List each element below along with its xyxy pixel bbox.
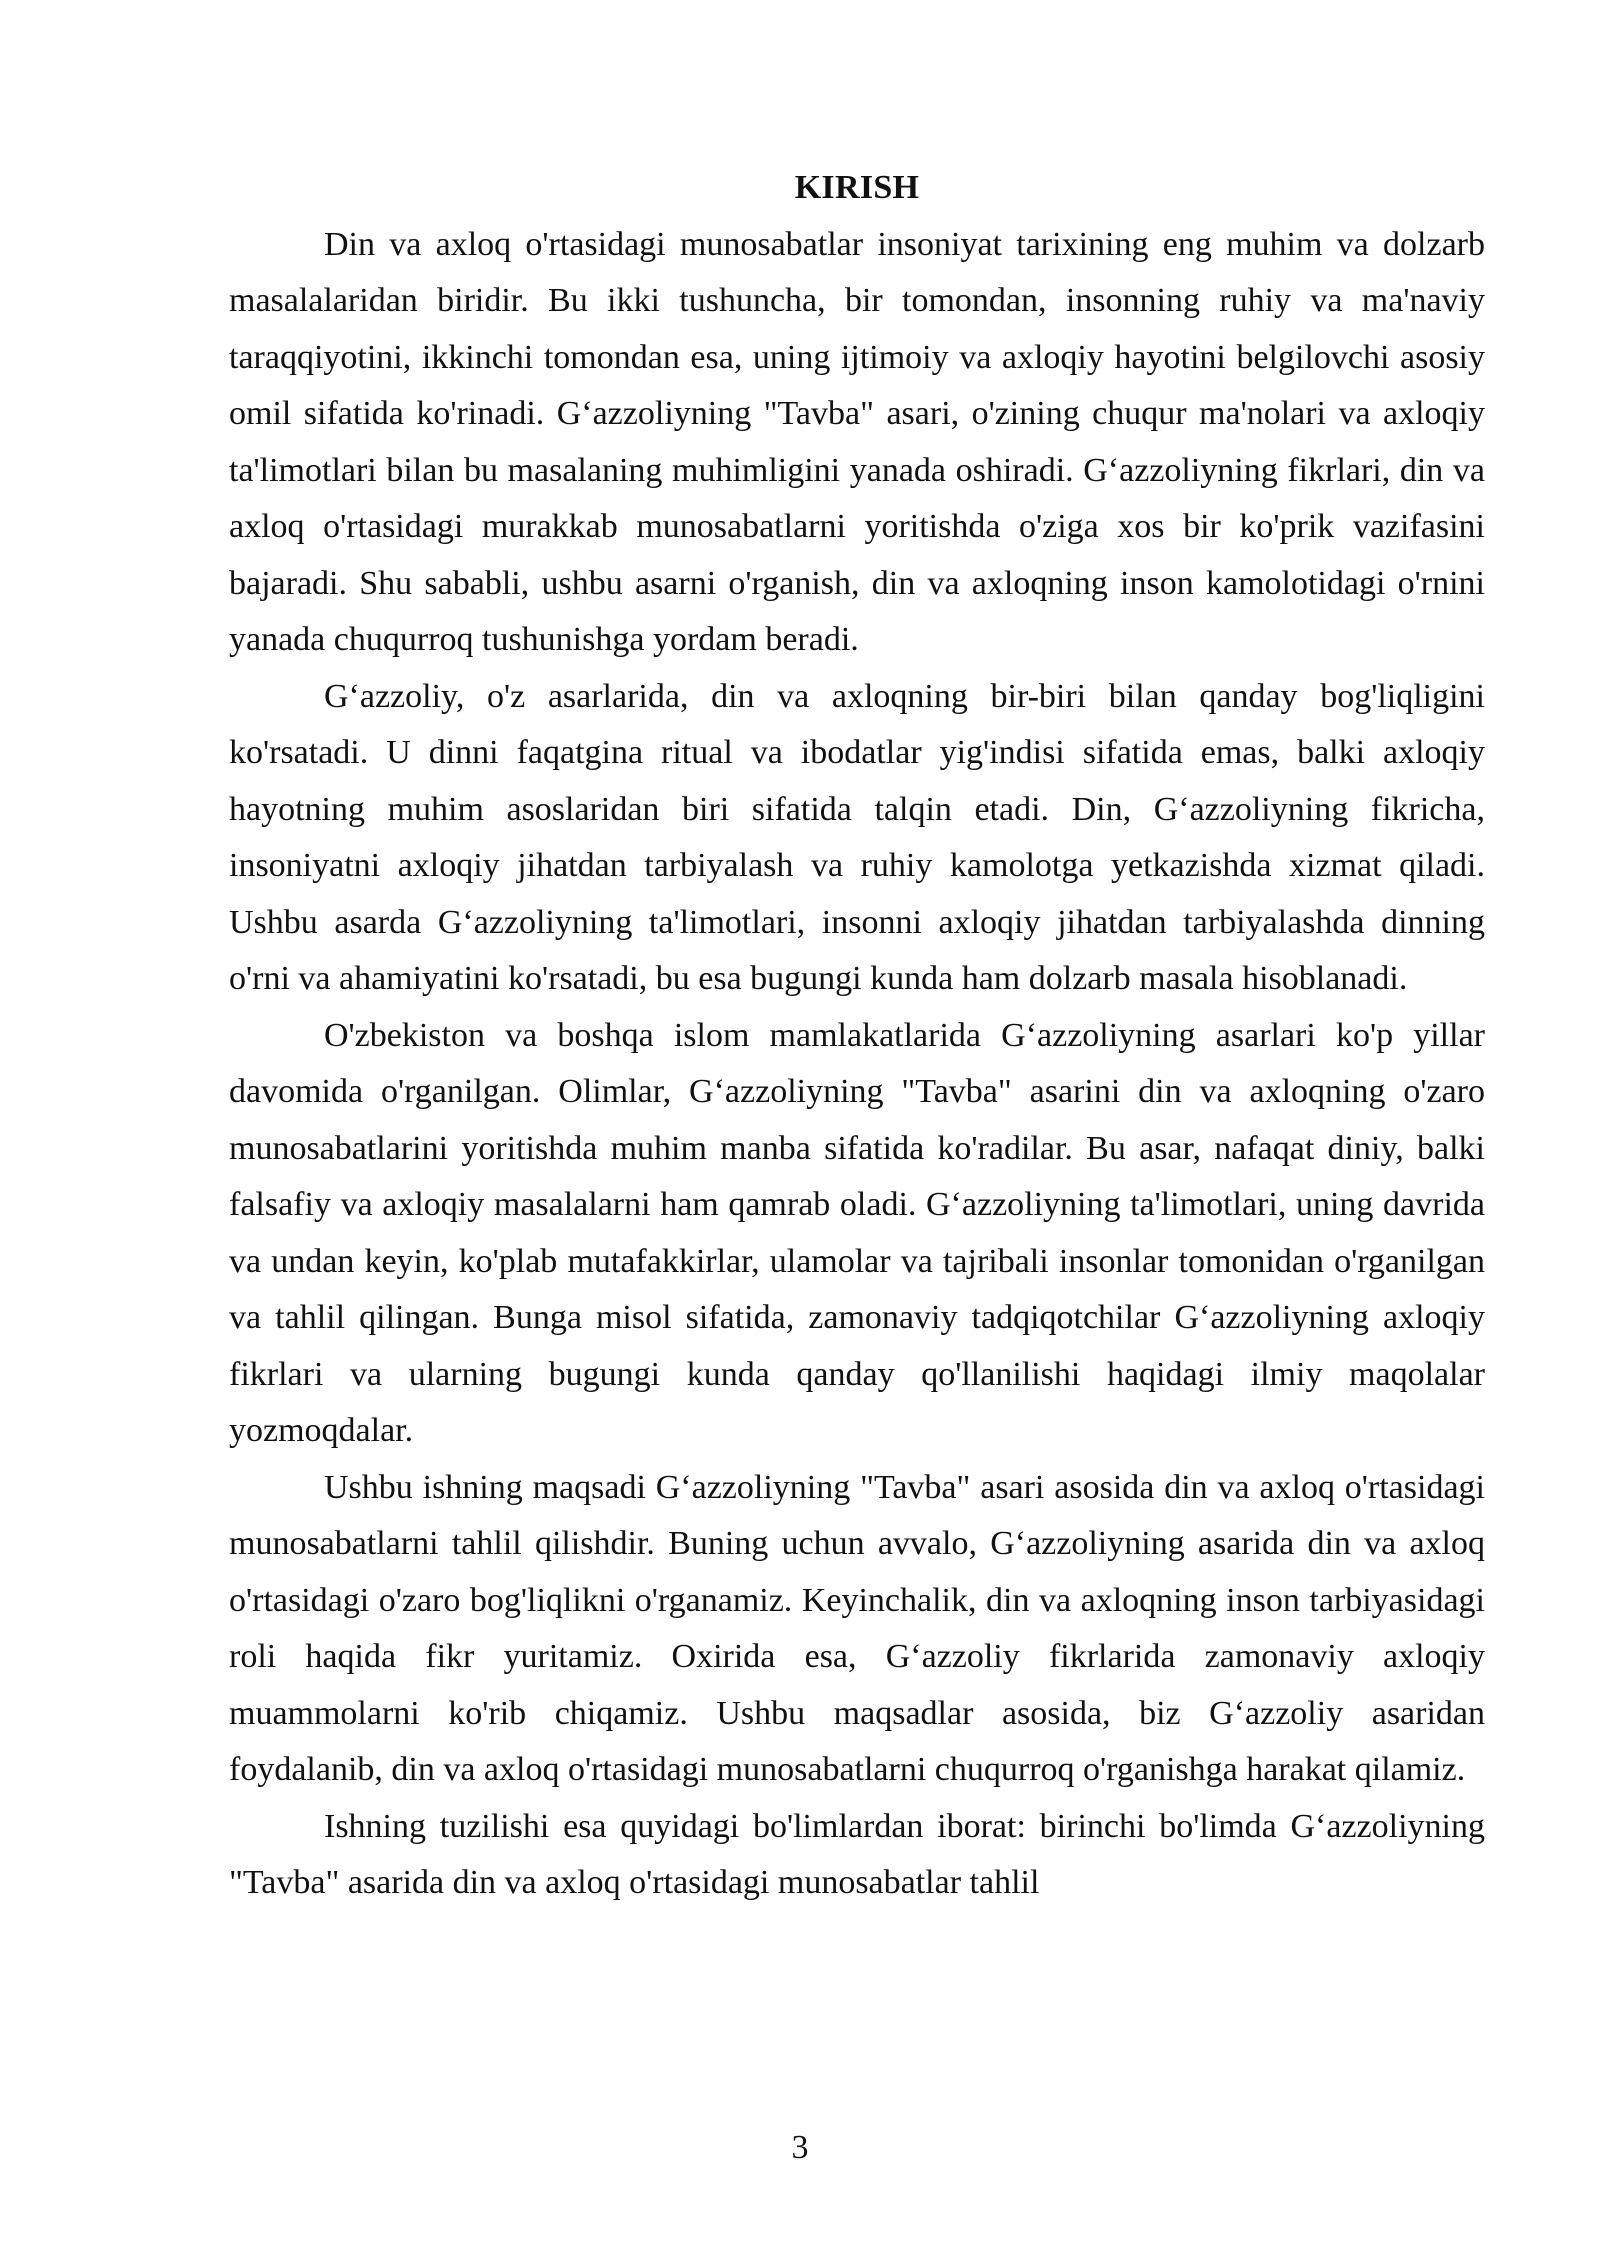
section-title: KIRISH: [794, 169, 920, 206]
paragraph-5: Ishning tuzilishi esa quyidagi bo'limlardan iborat: birinchi bo'limda G‘azzoliyning "Tavba" asarida din va axloq o'rtasidagi munosabatlar tahlil: [229, 1807, 1485, 1901]
page-number: 3: [791, 2129, 809, 2166]
document-page: [229, 160, 1485, 1912]
paragraph-1: Din va axloq o'rtasidagi munosabatlar insoniyat tarixining eng muhim va dolzarb masalalaridan biridir. Bu ikki tushuncha, bir tomondan, insonning ruhiy va ma'naviy taraqqiyotini, ikkinchi tomondan esa, uning ijtimoiy va axloqiy hayotini belgilovchi asosiy omil sifatida ko'rinadi. G‘azzoliyning "Tavba" asari, o'zining chuqur ma'nolari va axloqiy ta'limotlari bilan bu masalaning muhimligini yanada oshiradi. G‘azzoliyning fikrlari, din va axloq o'rtasidagi murakkab munosabatlarni yoritishda o'ziga xos bir ko'prik vazifasini bajaradi. Shu sababli, ushbu asarni o'rganish, din va axloqning inson kamolotidagi o'rnini yanada chuqurroq tushunishga yordam beradi.: [229, 225, 1485, 658]
paragraph-2: G‘azzoliy, o'z asarlarida, din va axloqning bir-biri bilan qanday bog'liqligini ko'rsatadi. U dinni faqatgina ritual va ibodatlar yig'indisi sifatida emas, balki axloqiy hayotning muhim asoslaridan biri sifatida talqin etadi. Din, G‘azzoliyning fikricha, insoniyatni axloqiy jihatdan tarbiyalash va ruhiy kamolotga yetkazishda xizmat qiladi. Ushbu asarda G‘azzoliyning ta'limotlari, insonni axloqiy jihatdan tarbiyalashda dinning o'rni va ahamiyatini ko'rsatadi, bu esa bugungi kunda ham dolzarb masala hisoblanadi.: [229, 677, 1485, 997]
paragraph-3: O'zbekiston va boshqa islom mamlakatlarida G‘azzoliyning asarlari ko'p yillar davomida o'rganilgan. Olimlar, G‘azzoliyning "Tavba" asarini din va axloqning o'zaro munosabatlarini yoritishda muhim manba sifatida ko'radilar. Bu asar, nafaqat diniy, balki falsafiy va axloqiy masalalarni ham qamrab oladi. G‘azzoliyning ta'limotlari, uning davrida va undan keyin, ko'plab mutafakkirlar, ulamolar va tajribali insonlar tomonidan o'rganilgan va tahlil qilingan. Bunga misol sifatida, zamonaviy tadqiqotchilar G‘azzoliyning axloqiy fikrlari va ularning bugungi kunda qanday qo'llanilishi haqidagi ilmiy maqolalar yozmoqdalar.: [229, 1016, 1485, 1449]
paragraph-4: Ushbu ishning maqsadi G‘azzoliyning "Tavba" asari asosida din va axloq o'rtasidagi munosabatlarni tahlil qilishdir. Buning uchun avvalo, G‘azzoliyning asarida din va axloq o'rtasidagi o'zaro bog'liqlikni o'rganamiz. Keyinchalik, din va axloqning inson tarbiyasidagi roli haqida fikr yuritamiz. Oxirida esa, G‘azzoliy fikrlarida zamonaviy axloqiy muammolarni ko'rib chiqamiz. Ushbu maqsadlar asosida, biz G‘azzoliy asaridan foydalanib, din va axloq o'rtasidagi munosabatlarni chuqurroq o'rganishga harakat qilamiz.: [229, 1468, 1485, 1788]
